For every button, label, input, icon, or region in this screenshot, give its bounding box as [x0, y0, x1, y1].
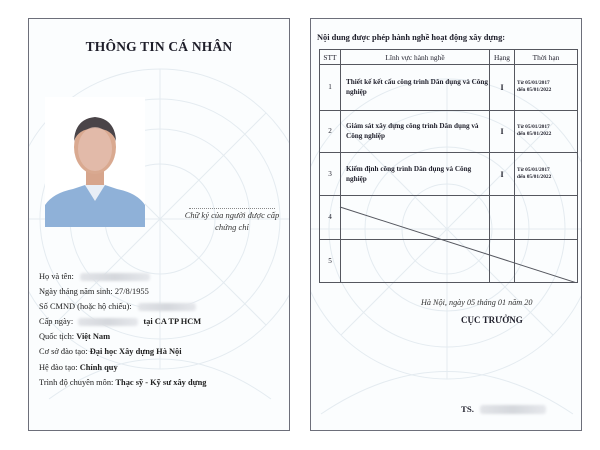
info-row-issue-date: [39, 314, 287, 329]
cell-stt: 2: [320, 110, 341, 152]
cell-stt: 3: [320, 152, 341, 195]
cell-period: [515, 65, 578, 111]
cell-period: [515, 110, 578, 152]
info-label: Số CMND (hoặc hộ chiếu):: [39, 302, 132, 312]
column-header: Hạng: [490, 50, 515, 65]
info-row-name: [39, 269, 287, 284]
period-from: Từ 05/01/2017: [517, 80, 550, 87]
redacted-value: [480, 405, 546, 414]
info-label: Ngày tháng năm sinh:: [39, 287, 113, 297]
page-title: THÔNG TIN CÁ NHÂN: [85, 39, 233, 54]
cell-field: Kiểm định công trình Dân dụng và Công nghiệp: [341, 152, 490, 195]
redacted-value: [78, 318, 138, 326]
column-header: Thời hạn: [515, 50, 578, 65]
table-header-row: [320, 50, 578, 65]
signer-prefix: TS.: [461, 404, 474, 414]
info-row-institution: [39, 344, 287, 359]
info-value: Đại học Xây dựng Hà Nội: [89, 347, 182, 357]
info-row-nationality: [39, 329, 287, 344]
info-value: Chính quy: [79, 362, 118, 372]
info-label: Quốc tịch:: [39, 332, 75, 342]
cell-stt: 4: [320, 196, 341, 239]
signature-caption: Chữ ký của người được cấp chứng chỉ: [184, 210, 280, 232]
info-row-qualification: [39, 375, 287, 390]
cell-stt: 5: [320, 239, 341, 282]
cell-field: Thiết kế kết cấu công trình Dân dụng và Công nghiệp: [341, 65, 490, 111]
info-label: Hệ đào tạo:: [39, 362, 78, 372]
cell-field: Giám sát xây dựng công trình Dân dụng và Công nghiệp: [341, 110, 490, 152]
cell-stt: 1: [320, 65, 341, 111]
cell-rank: I: [490, 110, 515, 152]
period-from: Từ 05/01/2017: [517, 167, 550, 174]
signer-title: CỤC TRƯỞNG: [461, 315, 523, 325]
table-row: [320, 65, 578, 111]
permit-section-title: Nội dung được phép hành nghề hoạt động xây dựng:: [317, 33, 506, 42]
table-row: [320, 110, 578, 152]
info-label: Cấp ngày:: [39, 317, 74, 327]
period-from: Từ 05/01/2017: [517, 124, 550, 131]
info-label: Trình độ chuyên môn:: [39, 377, 114, 387]
info-label: Họ và tên:: [39, 272, 74, 281]
info-row-training-type: [39, 360, 287, 375]
cell-period: [515, 152, 578, 195]
info-label: Cơ sở đào tạo:: [39, 347, 88, 357]
column-header: STT: [320, 50, 341, 65]
cell-field: [341, 239, 490, 282]
cell-rank: [490, 196, 515, 239]
cell-rank: I: [490, 65, 515, 111]
period-to: đến 05/01/2022: [517, 131, 552, 138]
personal-info-list: [39, 269, 287, 390]
cell-rank: [490, 239, 515, 282]
permit-content-page: [310, 18, 582, 431]
info-row-birthdate: [39, 284, 287, 299]
period-to: đến 05/01/2022: [517, 87, 552, 94]
period-to: đến 05/01/2022: [517, 174, 552, 181]
cell-period: [515, 239, 578, 282]
column-header: Lĩnh vực hành nghề: [341, 50, 490, 65]
info-value: 27/8/1955: [114, 287, 149, 297]
place-and-date: Hà Nội, ngày 05 tháng 01 năm 20: [421, 298, 533, 307]
cell-field: [341, 196, 490, 239]
cell-period: [515, 196, 578, 239]
info-value: tại CA TP HCM: [143, 317, 202, 327]
table-row: [320, 152, 578, 195]
info-value: Thạc sỹ - Kỹ sư xây dựng: [115, 377, 207, 387]
permit-table: [319, 49, 578, 283]
redacted-value: [80, 273, 150, 281]
info-value: Việt Nam: [76, 332, 111, 342]
cell-rank: I: [490, 152, 515, 195]
redacted-value: [138, 303, 196, 311]
table-row: [320, 239, 578, 282]
signer-name: [461, 404, 546, 414]
table-row: [320, 196, 578, 239]
personal-info-page: [28, 18, 290, 431]
portrait-photo: [45, 97, 145, 227]
info-row-id-number: [39, 299, 287, 314]
